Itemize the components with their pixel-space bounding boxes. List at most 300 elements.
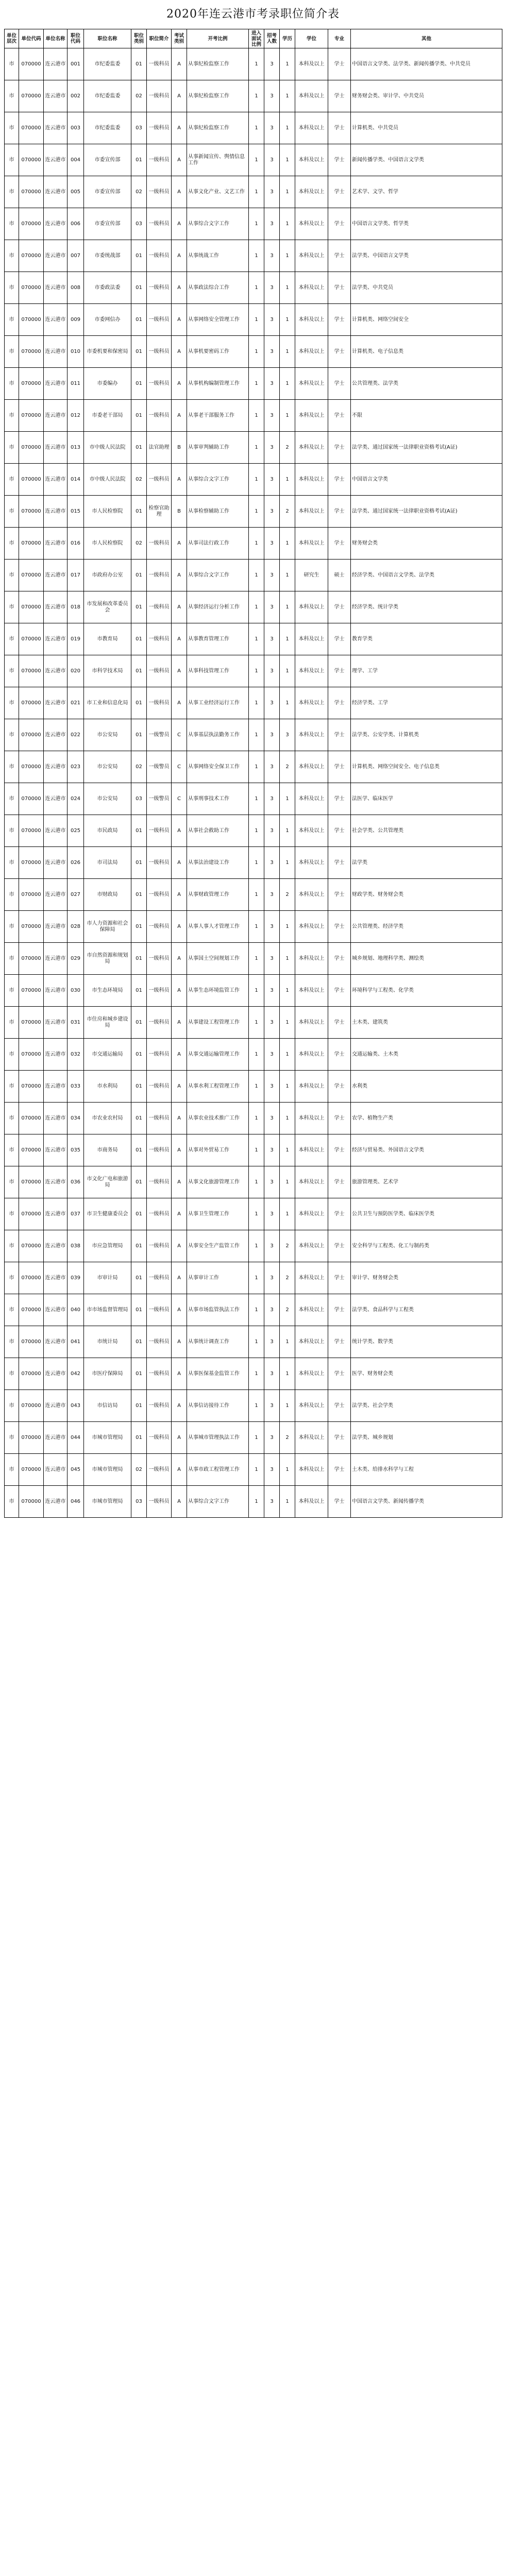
- table-cell: 市: [5, 1454, 19, 1486]
- table-cell: 学士: [328, 655, 351, 687]
- table-cell: 学士: [328, 176, 351, 208]
- table-cell: 统计学类、数学类: [351, 1326, 502, 1358]
- table-cell: 1: [280, 687, 295, 719]
- table-cell: 01: [131, 272, 147, 304]
- table-cell: 3: [264, 1103, 280, 1134]
- table-cell: 从事基层执法勤务工作: [187, 719, 249, 751]
- table-cell: 1: [249, 591, 264, 623]
- table-cell: 1: [249, 719, 264, 751]
- table-cell: A: [172, 304, 187, 336]
- table-cell: 市: [5, 240, 19, 272]
- table-cell: 学士: [328, 336, 351, 368]
- table-cell: 043: [68, 1390, 84, 1422]
- table-cell: 3: [264, 304, 280, 336]
- table-cell: 本科及以上: [295, 1486, 328, 1518]
- table-cell: 01: [131, 1294, 147, 1326]
- table-cell: 1: [249, 1390, 264, 1422]
- table-cell: 014: [68, 464, 84, 496]
- table-cell: 一级科员: [147, 1294, 172, 1326]
- table-row: [5, 1198, 502, 1230]
- table-cell: 新闻传播学类、中国语言文学类: [351, 144, 502, 176]
- table-cell: 市司法局: [84, 847, 131, 879]
- table-cell: 市: [5, 783, 19, 815]
- table-cell: 3: [264, 847, 280, 879]
- table-cell: 从事交通运输管理工作: [187, 1039, 249, 1071]
- table-cell: A: [172, 1230, 187, 1262]
- table-cell: 从事水利工程管理工作: [187, 1071, 249, 1103]
- table-cell: C: [172, 783, 187, 815]
- table-cell: A: [172, 1166, 187, 1198]
- table-cell: 028: [68, 911, 84, 943]
- table-cell: 从事卫生管理工作: [187, 1198, 249, 1230]
- table-cell: 一级警员: [147, 783, 172, 815]
- table-cell: 市交通运输局: [84, 1039, 131, 1071]
- table-cell: 从事统战工作: [187, 240, 249, 272]
- table-cell: 市信访局: [84, 1390, 131, 1422]
- table-cell: 1: [280, 272, 295, 304]
- table-cell: 市工业和信息化局: [84, 687, 131, 719]
- table-row: [5, 1166, 502, 1198]
- table-cell: 一级科员: [147, 80, 172, 112]
- table-cell: 中国语言文学类、法学类、新闻传播学类、中共党员: [351, 48, 502, 80]
- table-cell: 市: [5, 975, 19, 1007]
- table-row: [5, 1422, 502, 1454]
- table-cell: 市公安局: [84, 719, 131, 751]
- table-cell: 从事市政工程管理工作: [187, 1454, 249, 1486]
- table-cell: 1: [280, 911, 295, 943]
- table-cell: 3: [264, 1358, 280, 1390]
- table-row: [5, 336, 502, 368]
- table-cell: 一级科员: [147, 400, 172, 432]
- table-cell: 本科及以上: [295, 751, 328, 783]
- table-cell: 1: [249, 304, 264, 336]
- table-cell: 一级科员: [147, 847, 172, 879]
- column-header: 专业: [328, 29, 351, 48]
- table-cell: 一级科员: [147, 591, 172, 623]
- table-cell: 连云港市: [44, 176, 68, 208]
- table-cell: 从事文化产业、文艺工作: [187, 176, 249, 208]
- table-cell: A: [172, 1103, 187, 1134]
- table-cell: A: [172, 591, 187, 623]
- table-cell: 市医疗保障局: [84, 1358, 131, 1390]
- table-cell: 从事安全生产监管工作: [187, 1230, 249, 1262]
- table-cell: 学士: [328, 751, 351, 783]
- table-cell: 3: [264, 719, 280, 751]
- table-cell: 市纪委监委: [84, 112, 131, 144]
- table-cell: 1: [249, 975, 264, 1007]
- table-cell: 1: [249, 1198, 264, 1230]
- table-cell: 从事法治建设工作: [187, 847, 249, 879]
- table-cell: 070000: [19, 1390, 44, 1422]
- table-cell: 一级科员: [147, 655, 172, 687]
- table-cell: 1: [249, 368, 264, 400]
- table-row: [5, 464, 502, 496]
- table-cell: 学士: [328, 496, 351, 528]
- column-header: 学位: [295, 29, 328, 48]
- table-cell: B: [172, 496, 187, 528]
- table-cell: 023: [68, 751, 84, 783]
- table-cell: 公共管理类、经济学类: [351, 911, 502, 943]
- column-header: 单位名称: [44, 29, 68, 48]
- table-cell: 1: [280, 943, 295, 975]
- table-cell: 学士: [328, 368, 351, 400]
- table-cell: 连云港市: [44, 528, 68, 560]
- table-cell: 01: [131, 847, 147, 879]
- table-cell: 本科及以上: [295, 1198, 328, 1230]
- table-cell: 1: [249, 1422, 264, 1454]
- table-cell: 法学类、食品科学与工程类: [351, 1294, 502, 1326]
- table-cell: 01: [131, 1007, 147, 1039]
- table-cell: 本科及以上: [295, 847, 328, 879]
- table-cell: 一级科员: [147, 368, 172, 400]
- table-cell: 市: [5, 1039, 19, 1071]
- table-row: [5, 847, 502, 879]
- table-cell: 经济与贸易类、外国语言文学类: [351, 1134, 502, 1166]
- table-cell: 市: [5, 911, 19, 943]
- table-cell: 本科及以上: [295, 272, 328, 304]
- table-cell: 003: [68, 112, 84, 144]
- table-row: [5, 943, 502, 975]
- table-cell: 连云港市: [44, 1454, 68, 1486]
- table-cell: 市: [5, 496, 19, 528]
- table-cell: 3: [264, 1294, 280, 1326]
- table-cell: 经济学类、统计学类: [351, 591, 502, 623]
- table-cell: 01: [131, 1198, 147, 1230]
- table-cell: 市中级人民法院: [84, 464, 131, 496]
- table-cell: 02: [131, 528, 147, 560]
- table-cell: 从事财政管理工作: [187, 879, 249, 911]
- table-cell: 学士: [328, 1326, 351, 1358]
- table-cell: 本科及以上: [295, 655, 328, 687]
- table-cell: 学士: [328, 1103, 351, 1134]
- table-cell: 一级科员: [147, 1390, 172, 1422]
- table-cell: 一级科员: [147, 304, 172, 336]
- table-cell: 026: [68, 847, 84, 879]
- table-cell: 经济学类、工学: [351, 687, 502, 719]
- table-cell: 3: [264, 943, 280, 975]
- table-cell: C: [172, 719, 187, 751]
- table-cell: 学士: [328, 687, 351, 719]
- table-cell: 一级科员: [147, 1422, 172, 1454]
- table-cell: A: [172, 528, 187, 560]
- table-cell: 学士: [328, 272, 351, 304]
- table-cell: 市: [5, 687, 19, 719]
- table-cell: A: [172, 48, 187, 80]
- table-cell: 3: [264, 112, 280, 144]
- table-cell: 070000: [19, 1071, 44, 1103]
- table-cell: 连云港市: [44, 1134, 68, 1166]
- table-cell: 市: [5, 48, 19, 80]
- table-cell: 本科及以上: [295, 1422, 328, 1454]
- table-row: [5, 1454, 502, 1486]
- table-cell: 市文化广电和旅游局: [84, 1166, 131, 1198]
- table-cell: 一级科员: [147, 623, 172, 655]
- table-cell: 本科及以上: [295, 208, 328, 240]
- table-cell: 市委统战部: [84, 240, 131, 272]
- table-cell: 1: [249, 783, 264, 815]
- table-cell: 学士: [328, 1198, 351, 1230]
- table-cell: 01: [131, 48, 147, 80]
- table-cell: 070000: [19, 464, 44, 496]
- table-row: [5, 112, 502, 144]
- table-cell: 034: [68, 1103, 84, 1134]
- table-cell: 一级科员: [147, 1039, 172, 1071]
- table-cell: 070000: [19, 1198, 44, 1230]
- table-cell: 01: [131, 240, 147, 272]
- table-cell: 学士: [328, 208, 351, 240]
- table-cell: A: [172, 1007, 187, 1039]
- table-cell: 市委编办: [84, 368, 131, 400]
- table-cell: 038: [68, 1230, 84, 1262]
- table-cell: 01: [131, 879, 147, 911]
- table-cell: 1: [249, 336, 264, 368]
- table-cell: 1: [280, 112, 295, 144]
- table-cell: A: [172, 687, 187, 719]
- column-header: 考试类别: [172, 29, 187, 48]
- table-cell: 一级科员: [147, 815, 172, 847]
- table-cell: 01: [131, 591, 147, 623]
- table-cell: 070000: [19, 591, 44, 623]
- table-cell: 计算机类、中共党员: [351, 112, 502, 144]
- table-cell: 2: [280, 1262, 295, 1294]
- table-cell: 连云港市: [44, 1071, 68, 1103]
- table-cell: 015: [68, 496, 84, 528]
- table-row: [5, 1486, 502, 1518]
- table-cell: 一级科员: [147, 1486, 172, 1518]
- table-cell: 025: [68, 815, 84, 847]
- table-cell: A: [172, 1358, 187, 1390]
- table-cell: 法学类、社会学类: [351, 1390, 502, 1422]
- table-cell: 1: [249, 1007, 264, 1039]
- table-cell: 市: [5, 815, 19, 847]
- table-cell: 01: [131, 975, 147, 1007]
- table-cell: 070000: [19, 112, 44, 144]
- table-cell: 从事信访接待工作: [187, 1390, 249, 1422]
- table-cell: 一级科员: [147, 144, 172, 176]
- table-cell: 一级科员: [147, 1326, 172, 1358]
- table-cell: 3: [264, 400, 280, 432]
- table-cell: 032: [68, 1039, 84, 1071]
- table-cell: 070000: [19, 1262, 44, 1294]
- table-cell: 1: [280, 240, 295, 272]
- table-cell: 本科及以上: [295, 591, 328, 623]
- table-cell: 一级科员: [147, 528, 172, 560]
- table-cell: 市: [5, 847, 19, 879]
- table-cell: 1: [249, 48, 264, 80]
- table-cell: 1: [249, 623, 264, 655]
- table-cell: A: [172, 911, 187, 943]
- table-cell: 市住房和城乡建设局: [84, 1007, 131, 1039]
- table-cell: 3: [264, 815, 280, 847]
- table-cell: 从事审计工作: [187, 1262, 249, 1294]
- table-cell: 007: [68, 240, 84, 272]
- table-cell: 学士: [328, 528, 351, 560]
- table-cell: 070000: [19, 751, 44, 783]
- table-cell: 市: [5, 1166, 19, 1198]
- table-cell: 从事综合文字工作: [187, 560, 249, 591]
- table-cell: 070000: [19, 368, 44, 400]
- table-cell: 本科及以上: [295, 1071, 328, 1103]
- table-cell: 3: [264, 560, 280, 591]
- table-cell: 市: [5, 1422, 19, 1454]
- table-cell: 本科及以上: [295, 112, 328, 144]
- table-cell: 市: [5, 80, 19, 112]
- table-cell: 01: [131, 1262, 147, 1294]
- table-cell: 学士: [328, 1134, 351, 1166]
- table-cell: 03: [131, 208, 147, 240]
- table-cell: 中国语言文学类、哲学类: [351, 208, 502, 240]
- table-cell: 市: [5, 751, 19, 783]
- table-cell: 1: [249, 1294, 264, 1326]
- table-cell: 1: [280, 1486, 295, 1518]
- table-cell: A: [172, 80, 187, 112]
- table-cell: 医学、财务财会类: [351, 1358, 502, 1390]
- table-cell: 一级科员: [147, 208, 172, 240]
- table-row: [5, 400, 502, 432]
- table-cell: 070000: [19, 719, 44, 751]
- table-cell: 从事文化旅游管理工作: [187, 1166, 249, 1198]
- table-cell: 1: [280, 208, 295, 240]
- table-cell: 连云港市: [44, 144, 68, 176]
- table-cell: 市: [5, 1071, 19, 1103]
- table-cell: 1: [280, 847, 295, 879]
- table-cell: 01: [131, 1230, 147, 1262]
- table-cell: 02: [131, 464, 147, 496]
- table-cell: 3: [264, 144, 280, 176]
- table-cell: 从事医保基金监管工作: [187, 1358, 249, 1390]
- table-cell: 070000: [19, 879, 44, 911]
- table-cell: 070000: [19, 847, 44, 879]
- table-cell: 1: [249, 272, 264, 304]
- table-row: [5, 80, 502, 112]
- table-cell: 从事对外贸易工作: [187, 1134, 249, 1166]
- column-header: 职位简介: [147, 29, 172, 48]
- table-cell: 01: [131, 623, 147, 655]
- table-cell: 一级科员: [147, 240, 172, 272]
- table-header: [5, 29, 502, 48]
- table-cell: A: [172, 1039, 187, 1071]
- table-cell: 070000: [19, 655, 44, 687]
- table-cell: 学士: [328, 240, 351, 272]
- table-cell: 连云港市: [44, 1007, 68, 1039]
- table-cell: 连云港市: [44, 464, 68, 496]
- table-cell: 一级科员: [147, 687, 172, 719]
- table-cell: 连云港市: [44, 1422, 68, 1454]
- table-cell: A: [172, 368, 187, 400]
- table-cell: 市委宣传部: [84, 208, 131, 240]
- table-cell: 市中级人民法院: [84, 432, 131, 464]
- table-cell: 一级科员: [147, 1007, 172, 1039]
- table-cell: 市: [5, 432, 19, 464]
- table-cell: 012: [68, 400, 84, 432]
- table-cell: 从事工业经济运行工作: [187, 687, 249, 719]
- table-cell: 连云港市: [44, 815, 68, 847]
- table-cell: 学士: [328, 400, 351, 432]
- table-cell: 学士: [328, 1486, 351, 1518]
- page-title: 2020年连云港市考录职位简介表: [166, 8, 340, 21]
- table-cell: A: [172, 975, 187, 1007]
- table-cell: 070000: [19, 1166, 44, 1198]
- table-cell: 070000: [19, 528, 44, 560]
- table-cell: 一级科员: [147, 1454, 172, 1486]
- table-cell: 01: [131, 144, 147, 176]
- table-cell: 1: [249, 847, 264, 879]
- table-cell: 一级科员: [147, 560, 172, 591]
- table-cell: 从事纪检监察工作: [187, 80, 249, 112]
- table-cell: 036: [68, 1166, 84, 1198]
- table-cell: 070000: [19, 1039, 44, 1071]
- table-cell: 计算机类、网络空间安全、电子信息类: [351, 751, 502, 783]
- table-row: [5, 1358, 502, 1390]
- table-row: [5, 560, 502, 591]
- table-cell: 学士: [328, 1039, 351, 1071]
- table-cell: 本科及以上: [295, 336, 328, 368]
- table-cell: 一级科员: [147, 48, 172, 80]
- table-cell: 1: [249, 80, 264, 112]
- table-cell: 学士: [328, 1294, 351, 1326]
- table-cell: 019: [68, 623, 84, 655]
- table-cell: 037: [68, 1198, 84, 1230]
- table-cell: 1: [249, 1358, 264, 1390]
- table-cell: 3: [264, 1422, 280, 1454]
- table-row: [5, 1103, 502, 1134]
- table-cell: 本科及以上: [295, 304, 328, 336]
- table-cell: 3: [264, 975, 280, 1007]
- table-cell: 1: [280, 815, 295, 847]
- table-cell: 1: [249, 879, 264, 911]
- table-row: [5, 783, 502, 815]
- table-cell: 市纪委监委: [84, 48, 131, 80]
- table-cell: 环境科学与工程类、化学类: [351, 975, 502, 1007]
- table-cell: 本科及以上: [295, 1134, 328, 1166]
- column-header: 单位代码: [19, 29, 44, 48]
- table-cell: 一级科员: [147, 1166, 172, 1198]
- table-cell: 1: [249, 1103, 264, 1134]
- table-cell: 不限: [351, 400, 502, 432]
- table-cell: 070000: [19, 496, 44, 528]
- table-cell: 农学、植物生产类: [351, 1103, 502, 1134]
- table-cell: 070000: [19, 1103, 44, 1134]
- table-cell: A: [172, 1262, 187, 1294]
- table-cell: 学士: [328, 1358, 351, 1390]
- table-cell: 安全科学与工程类、化工与制药类: [351, 1230, 502, 1262]
- table-cell: 本科及以上: [295, 144, 328, 176]
- table-cell: 1: [280, 1358, 295, 1390]
- table-cell: 1: [249, 943, 264, 975]
- table-cell: 一级科员: [147, 1262, 172, 1294]
- table-cell: 市人民检察院: [84, 496, 131, 528]
- table-cell: 010: [68, 336, 84, 368]
- table-row: [5, 911, 502, 943]
- table-cell: 审计学、财务财会类: [351, 1262, 502, 1294]
- table-cell: 从事科技管理工作: [187, 655, 249, 687]
- column-header: 进入面试比例: [249, 29, 264, 48]
- table-cell: 市委老干部局: [84, 400, 131, 432]
- table-cell: 3: [264, 1071, 280, 1103]
- table-cell: 070000: [19, 1230, 44, 1262]
- table-cell: 从事统计调查工作: [187, 1326, 249, 1358]
- table-cell: A: [172, 400, 187, 432]
- table-cell: 2: [280, 1422, 295, 1454]
- table-cell: 一级科员: [147, 1198, 172, 1230]
- table-cell: 连云港市: [44, 432, 68, 464]
- table-cell: 016: [68, 528, 84, 560]
- table-cell: 1: [249, 1071, 264, 1103]
- table-cell: 070000: [19, 975, 44, 1007]
- table-cell: 3: [264, 464, 280, 496]
- table-cell: 市: [5, 336, 19, 368]
- table-cell: 从事城市管理执法工作: [187, 1422, 249, 1454]
